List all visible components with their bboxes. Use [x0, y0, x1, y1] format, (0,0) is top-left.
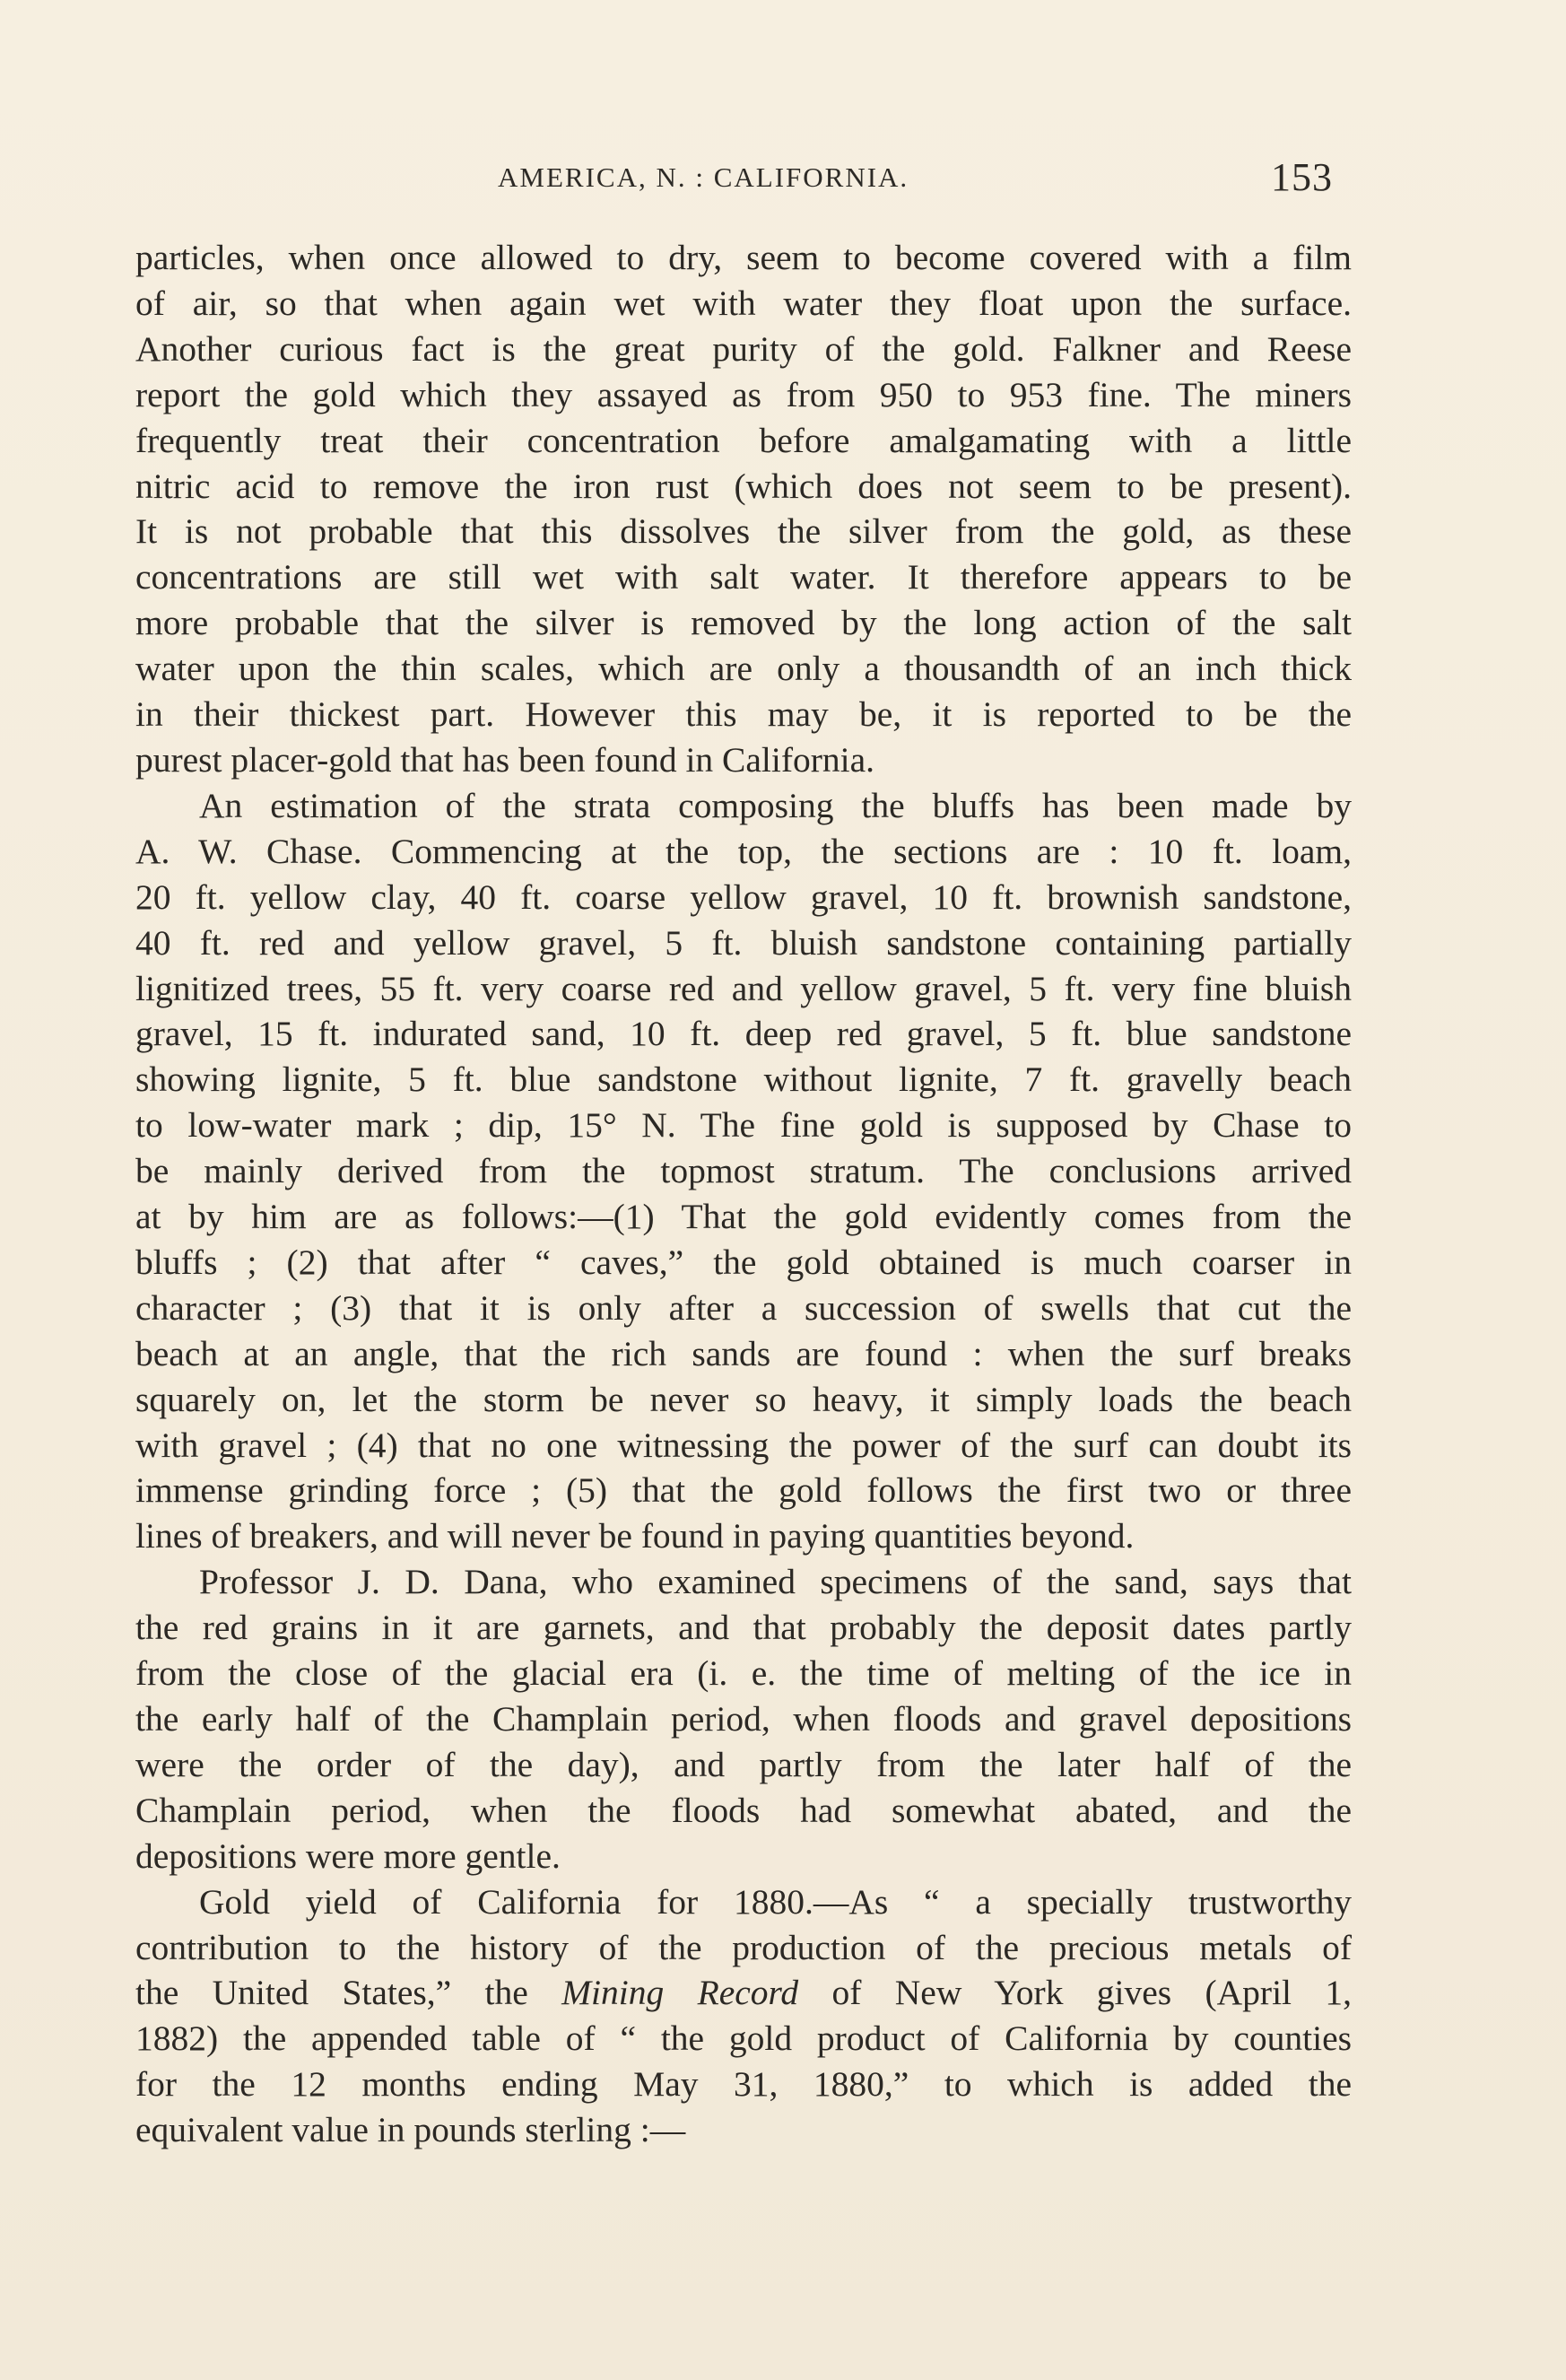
body-text — [135, 235, 1352, 2153]
text-line: with gravel ; (4) that no one witnessing the power of the surf can doubt its — [135, 1425, 1352, 1465]
text-line: nitric acid to remove the iron rust (which does not seem to be present). — [135, 466, 1352, 506]
text-line: purest placer-gold that has been found in California. — [135, 739, 875, 780]
text-line: bluffs ; (2) that after “ caves,” the gold obtained is much coarser in — [135, 1242, 1352, 1282]
text-line: of air, so that when again wet with water they float upon the surface. — [135, 283, 1352, 323]
text-line: concentrations are still wet with salt water. It therefore appears to be — [135, 557, 1352, 597]
text-line: squarely on, let the storm be never so heavy, it simply loads the beach — [135, 1379, 1352, 1419]
text-line: the early half of the Champlain period, when floods and gravel depositions — [135, 1699, 1352, 1739]
paragraph-3 — [135, 1559, 1352, 1879]
text-line: frequently treat their concentration before amalgamating with a little — [135, 420, 1352, 460]
text-line: report the gold which they assayed as from 950 to 953 fine. The miners — [135, 374, 1352, 414]
paragraph-2 — [135, 783, 1352, 1559]
text-segment: of New York gives (April 1, — [798, 1973, 1352, 2013]
text-line: particles, when once allowed to dry, seem to become covered with a film — [135, 238, 1352, 277]
text-line: to low-water mark ; dip, 15° N. The fine gold is supposed by Chase to — [135, 1105, 1352, 1146]
text-line: the red grains in it are garnets, and that probably the deposit dates partly — [135, 1608, 1352, 1648]
text-line: in their thickest part. However this may be, it is reported to be the — [135, 694, 1352, 735]
text-line: Another curious fact is the great purity of the gold. Falkner and Reese — [135, 328, 1352, 369]
italic-title: Mining Record — [561, 1973, 799, 2013]
text-line: A. W. Chase. Commencing at the top, the sections are : 10 ft. loam, — [135, 831, 1352, 871]
text-line: more probable that the silver is removed by the long action of the salt — [135, 603, 1352, 643]
text-line: 20 ft. yellow clay, 40 ft. coarse yellow gravel, 10 ft. brownish sandstone, — [135, 876, 1352, 917]
text-line: equivalent value in pounds sterling :— — [135, 2110, 686, 2150]
text-line: 40 ft. red and yellow gravel, 5 ft. bluish sandstone containing partially — [135, 922, 1352, 963]
text-line: beach at an angle, that the rich sands are found : when the surf breaks — [135, 1333, 1352, 1373]
text-line: An estimation of the strata composing the bluffs has been made by — [199, 785, 1352, 825]
text-line: water upon the thin scales, which are only a thousandth of an inch thick — [135, 649, 1352, 689]
text-line: character ; (3) that it is only after a succession of swells that cut the — [135, 1287, 1352, 1328]
text-line: 1882) the appended table of “ the gold product of California by counties — [135, 2018, 1352, 2059]
running-head — [0, 154, 1566, 208]
text-line: from the close of the glacial era (i. e. the time of melting of the ice in — [135, 1653, 1352, 1694]
text-segment: the United States,” the — [135, 1973, 562, 2013]
text-line: immense grinding force ; (5) that the gold follows the first two or three — [135, 1470, 1352, 1511]
text-line: It is not probable that this dissolves the silver from the gold, as these — [135, 511, 1352, 552]
text-line: Champlain period, when the floods had somewhat abated, and the — [135, 1790, 1352, 1830]
text-line: Professor J. D. Dana, who examined specimens of the sand, says that — [199, 1562, 1352, 1602]
text-line: contribution to the history of the production of the precious metals of — [135, 1927, 1352, 1967]
text-line: depositions were more gentle. — [135, 1835, 561, 1876]
text-line: for the 12 months ending May 31, 1880,” to which is added the — [135, 2064, 1352, 2105]
text-line: be mainly derived from the topmost stratum. The conclusions arrived — [135, 1151, 1352, 1191]
paragraph-4 — [135, 1879, 1352, 2153]
text-line-with-italic — [135, 1970, 1352, 2016]
text-line: lines of breakers, and will never be found in paying quantities beyond. — [135, 1516, 1135, 1556]
text-line: Gold yield of California for 1880.—As “ a specially trustworthy — [199, 1881, 1352, 1922]
text-line: gravel, 15 ft. indurated sand, 10 ft. deep red gravel, 5 ft. blue sandstone — [135, 1014, 1352, 1054]
paragraph-1 — [135, 235, 1352, 783]
text-line: were the order of the day), and partly from the later half of the — [135, 1744, 1352, 1784]
running-title: AMERICA, N. : CALIFORNIA. — [498, 161, 909, 193]
text-line: at by him are as follows:—(1) That the gold evidently comes from the — [135, 1197, 1352, 1237]
text-line: lignitized trees, 55 ft. very coarse red and yellow gravel, 5 ft. very fine bluish — [135, 968, 1352, 1008]
text-line: showing lignite, 5 ft. blue sandstone without lignite, 7 ft. gravelly beach — [135, 1059, 1352, 1100]
page-number: 153 — [1271, 155, 1333, 199]
